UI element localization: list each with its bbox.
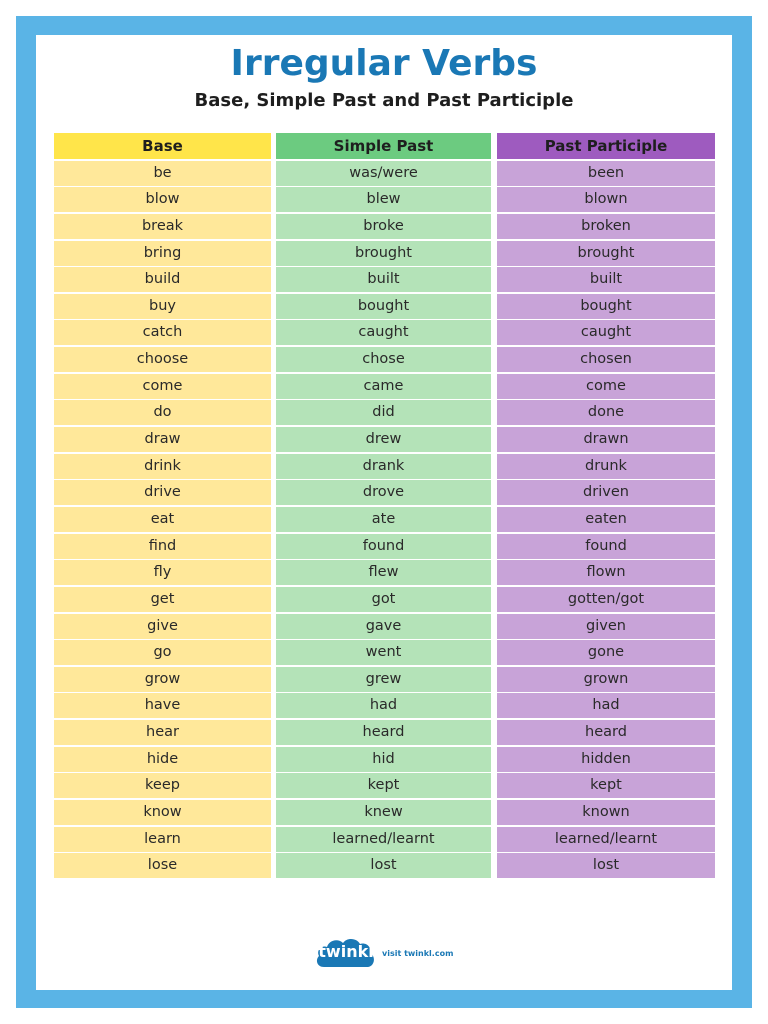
- base-cell: break: [54, 214, 271, 239]
- past-participle-cell: blown: [497, 187, 715, 212]
- base-cell: build: [54, 267, 271, 292]
- past-participle-cell: drawn: [497, 427, 715, 452]
- base-column-header: Base: [54, 133, 271, 159]
- base-cell: fly: [54, 560, 271, 585]
- base-cell: go: [54, 640, 271, 665]
- page-title: Irregular Verbs: [230, 43, 538, 84]
- simple-past-cell: knew: [276, 800, 491, 825]
- base-cell: drive: [54, 480, 271, 505]
- base-cell: lose: [54, 853, 271, 878]
- base-cell: grow: [54, 667, 271, 692]
- simple-past-cell: caught: [276, 320, 491, 345]
- logo-wordmark: twinkl: [318, 942, 374, 961]
- past-participle-cell: gotten/got: [497, 587, 715, 612]
- simple-past-cell: built: [276, 267, 491, 292]
- simple-past-cell: drew: [276, 427, 491, 452]
- simple-past-cell: gave: [276, 614, 491, 639]
- simple-past-cell: flew: [276, 560, 491, 585]
- simple-past-cell: heard: [276, 720, 491, 745]
- base-column-cells: [54, 161, 271, 879]
- simple-past-cell: drove: [276, 480, 491, 505]
- base-cell: know: [54, 800, 271, 825]
- simple-past-cell: brought: [276, 241, 491, 266]
- simple-past-cell: was/were: [276, 161, 491, 186]
- base-cell: buy: [54, 294, 271, 319]
- past-participle-column-header: Past Participle: [497, 133, 715, 159]
- past-participle-cell: done: [497, 400, 715, 425]
- past-participle-cell: built: [497, 267, 715, 292]
- past-participle-cell: flown: [497, 560, 715, 585]
- past-participle-cell: hidden: [497, 747, 715, 772]
- base-cell: come: [54, 374, 271, 399]
- base-cell: hear: [54, 720, 271, 745]
- simple-past-cell: kept: [276, 773, 491, 798]
- base-cell: keep: [54, 773, 271, 798]
- simple-past-column-cells: [276, 161, 491, 879]
- past-participle-cell: learned/learnt: [497, 827, 715, 852]
- twinkl-logo[interactable]: [314, 933, 378, 973]
- base-cell: drink: [54, 454, 271, 479]
- base-cell: have: [54, 693, 271, 718]
- simple-past-cell: grew: [276, 667, 491, 692]
- simple-past-cell: found: [276, 534, 491, 559]
- base-cell: get: [54, 587, 271, 612]
- page-subtitle: Base, Simple Past and Past Participle: [194, 90, 574, 111]
- base-cell: be: [54, 161, 271, 186]
- simple-past-cell: learned/learnt: [276, 827, 491, 852]
- simple-past-cell: came: [276, 374, 491, 399]
- past-participle-cell: broken: [497, 214, 715, 239]
- past-participle-cell: drunk: [497, 454, 715, 479]
- past-participle-cell: grown: [497, 667, 715, 692]
- past-participle-cell: had: [497, 693, 715, 718]
- past-participle-cell: come: [497, 374, 715, 399]
- past-participle-cell: heard: [497, 720, 715, 745]
- simple-past-cell: did: [276, 400, 491, 425]
- simple-past-cell: drank: [276, 454, 491, 479]
- base-cell: choose: [54, 347, 271, 372]
- simple-past-cell: blew: [276, 187, 491, 212]
- simple-past-cell: went: [276, 640, 491, 665]
- past-participle-cell: gone: [497, 640, 715, 665]
- simple-past-cell: got: [276, 587, 491, 612]
- base-cell: blow: [54, 187, 271, 212]
- past-participle-cell: eaten: [497, 507, 715, 532]
- past-participle-cell: chosen: [497, 347, 715, 372]
- visit-link[interactable]: visit twinkl.com: [382, 948, 454, 958]
- base-cell: bring: [54, 241, 271, 266]
- base-column: [54, 133, 271, 878]
- base-cell: hide: [54, 747, 271, 772]
- simple-past-cell: broke: [276, 214, 491, 239]
- simple-past-cell: ate: [276, 507, 491, 532]
- past-participle-column-cells: [497, 161, 715, 879]
- base-cell: find: [54, 534, 271, 559]
- simple-past-cell: chose: [276, 347, 491, 372]
- past-participle-cell: given: [497, 614, 715, 639]
- footer: [314, 933, 453, 973]
- past-participle-cell: found: [497, 534, 715, 559]
- past-participle-cell: brought: [497, 241, 715, 266]
- past-participle-cell: known: [497, 800, 715, 825]
- base-cell: eat: [54, 507, 271, 532]
- simple-past-cell: hid: [276, 747, 491, 772]
- past-participle-cell: been: [497, 161, 715, 186]
- base-cell: do: [54, 400, 271, 425]
- base-cell: learn: [54, 827, 271, 852]
- past-participle-cell: kept: [497, 773, 715, 798]
- past-participle-column: [497, 133, 715, 878]
- base-cell: give: [54, 614, 271, 639]
- base-cell: draw: [54, 427, 271, 452]
- simple-past-cell: had: [276, 693, 491, 718]
- past-participle-cell: bought: [497, 294, 715, 319]
- simple-past-cell: bought: [276, 294, 491, 319]
- past-participle-cell: lost: [497, 853, 715, 878]
- simple-past-cell: lost: [276, 853, 491, 878]
- simple-past-column: [276, 133, 491, 878]
- past-participle-cell: caught: [497, 320, 715, 345]
- base-cell: catch: [54, 320, 271, 345]
- simple-past-column-header: Simple Past: [276, 133, 491, 159]
- past-participle-cell: driven: [497, 480, 715, 505]
